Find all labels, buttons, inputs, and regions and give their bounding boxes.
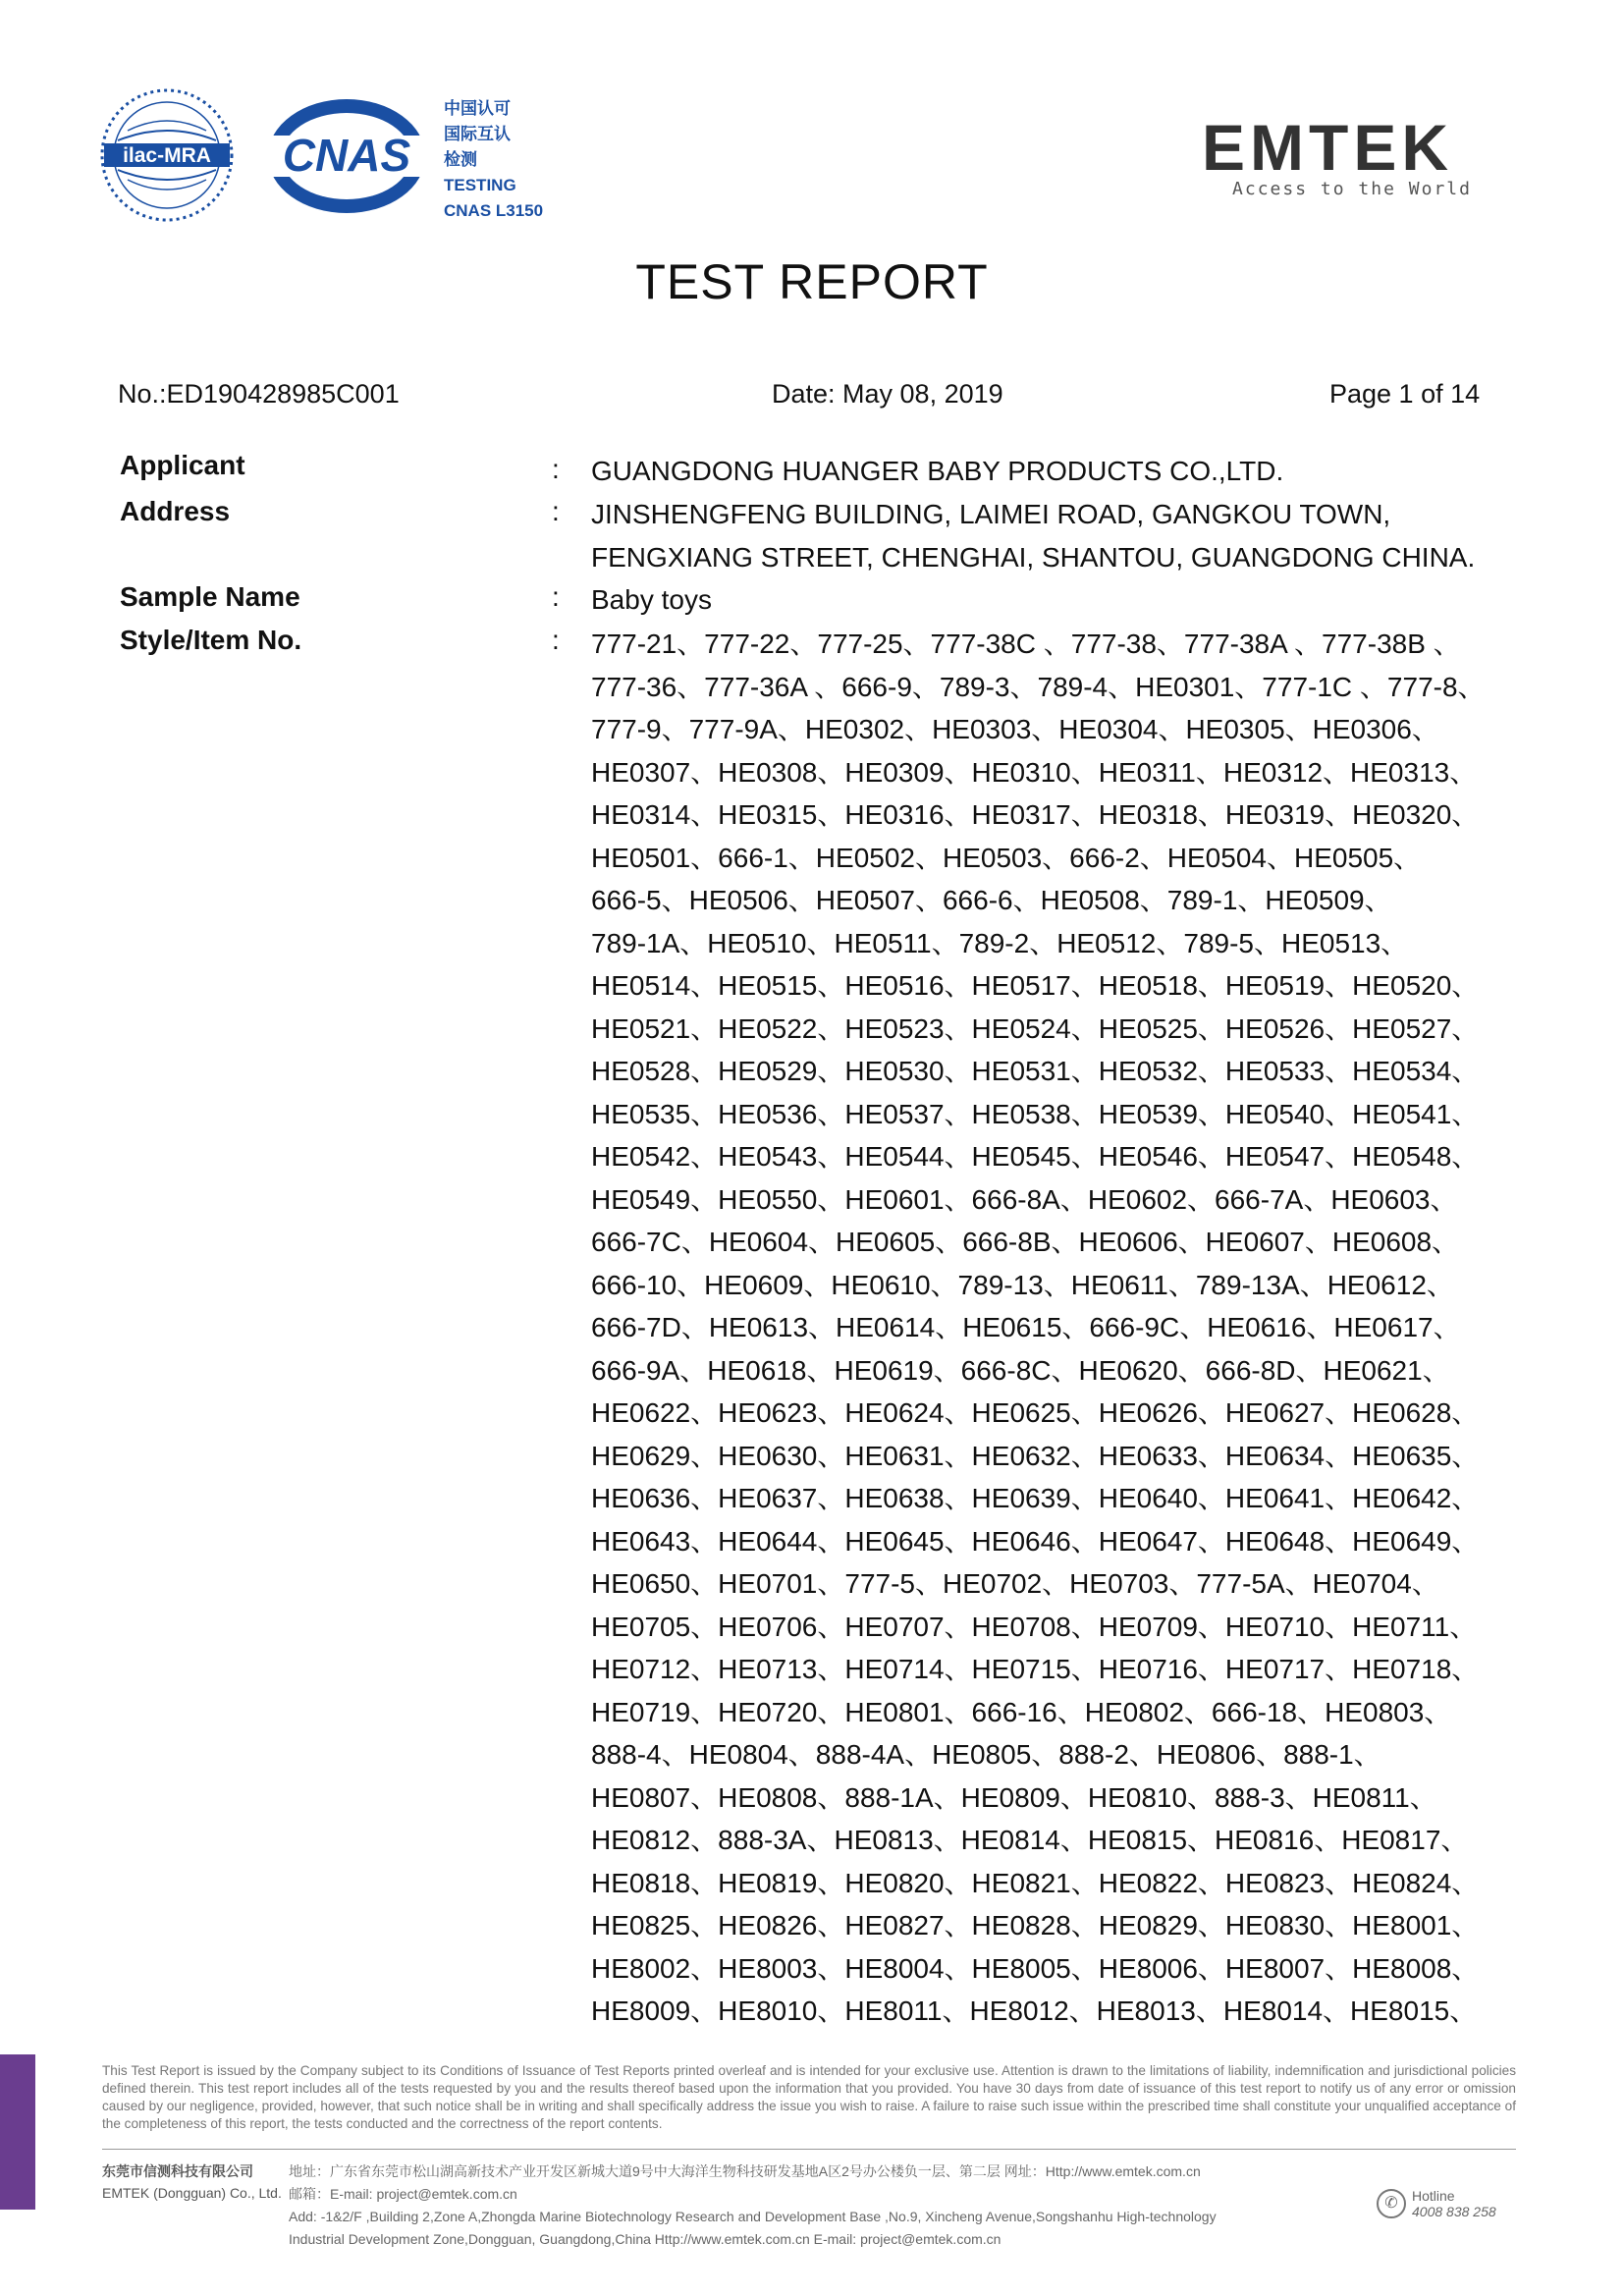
cnas-accreditation-text bbox=[444, 96, 611, 224]
item-line: 888-4、HE0804、888-4A、HE0805、888-2、HE0806、888-1、 bbox=[591, 1739, 1381, 1770]
item-line: HE0307、HE0308、HE0309、HE0310、HE0311、HE0312、HE0313、 bbox=[591, 756, 1478, 788]
emtek-logo bbox=[1202, 110, 1502, 208]
item-line: HE0622、HE0623、HE0624、HE0625、HE0626、HE0627、HE0628、 bbox=[591, 1397, 1480, 1428]
address-label: Address bbox=[120, 496, 231, 526]
sample-name-label: Sample Name bbox=[120, 581, 300, 612]
address-en-2: Industrial Development Zone,Dongguan, Guangdong,China Http://www.emtek.com.cn E-mail: project@emtek.com.cn bbox=[289, 2231, 1001, 2247]
disclaimer-text: This Test Report is issued by the Company subject to its Conditions of Issuance of Test Reports printed overleaf and is intended for your exclusive use. Attention is drawn to the limitations of liability, indemnification and jurisdictional policies defined therein. This test report includes all of the tests requested by you and the results thereof based upon the information that you provided. You have 30 days from date of issuance of this test report to notify us of any error or omission caused by our negligence, provided, however, that such notice shall be in writing and shall specifically address the issue you wish to raise. A failure to raise such issue within the prescribed time shall constitute your unqualified acceptance of the completeness of this report, the tests conducted and the correctness of the report contents. bbox=[102, 2063, 1516, 2131]
svg-text:ilac-MRA: ilac-MRA bbox=[123, 144, 211, 167]
company-name-en: EMTEK (Dongguan) Co., Ltd. bbox=[102, 2185, 282, 2201]
item-line: 777-36、777-36A 、666-9、789-3、789-4、HE0301、777-1C 、777-8、 bbox=[591, 671, 1486, 702]
address-line: FENGXIANG STREET, CHENGHAI, SHANTOU, GUANGDONG CHINA. bbox=[591, 541, 1476, 573]
item-line: 666-5、HE0506、HE0507、666-6、HE0508、789-1、HE0509、 bbox=[591, 885, 1392, 915]
item-line: HE0549、HE0550、HE0601、666-8A、HE0602、666-7A、HE0603、 bbox=[591, 1183, 1458, 1215]
ilac-mra-logo bbox=[98, 86, 236, 224]
item-line: 666-9A、HE0618、HE0619、666-8C、HE0620、666-8D、HE0621、 bbox=[591, 1354, 1450, 1386]
item-line: HE0314、HE0315、HE0316、HE0317、HE0318、HE0319、HE0320、 bbox=[591, 799, 1480, 830]
footer-address bbox=[289, 2160, 1320, 2251]
side-color-bar bbox=[0, 2054, 35, 2210]
item-line: HE0705、HE0706、HE0707、HE0708、HE0709、HE0710、HE0711、 bbox=[591, 1611, 1478, 1642]
page-title: TEST REPORT bbox=[635, 254, 989, 309]
item-line: 789-1A、HE0510、HE0511、789-2、HE0512、789-5、HE0513、 bbox=[591, 927, 1409, 958]
colon: : bbox=[552, 581, 560, 612]
item-line: HE0643、HE0644、HE0645、HE0646、HE0647、HE0648、HE0649、 bbox=[591, 1525, 1480, 1557]
item-line: HE0528、HE0529、HE0530、HE0531、HE0532、HE0533、HE0534、 bbox=[591, 1056, 1480, 1086]
item-line: 666-7C、HE0604、HE0605、666-8B、HE0606、HE0607、HE0608、 bbox=[591, 1227, 1460, 1257]
hotline bbox=[1377, 2188, 1496, 2219]
emtek-tagline: Access to the World bbox=[1232, 179, 1472, 199]
item-line: HE0636、HE0637、HE0638、HE0639、HE0640、HE0641、HE0642、 bbox=[591, 1483, 1480, 1513]
item-line: HE0535、HE0536、HE0537、HE0538、HE0539、HE0540、HE0541、 bbox=[591, 1098, 1480, 1129]
address-en-1: Add: -1&2/F ,Building 2,Zone A,Zhongda Marine Biotechnology Research and Development Base ,No.9, Xincheng Avenue,Songshanhu High-technology bbox=[289, 2209, 1217, 2224]
applicant-value: GUANGDONG HUANGER BABY PRODUCTS CO.,LTD. bbox=[591, 456, 1284, 486]
emtek-brand: EMTEK bbox=[1202, 111, 1453, 184]
address-line: JINSHENGFENG BUILDING, LAIMEI ROAD, GANGKOU TOWN, bbox=[591, 499, 1391, 529]
item-line: HE0629、HE0630、HE0631、HE0632、HE0633、HE0634、HE0635、 bbox=[591, 1440, 1480, 1471]
address-cn: 地址：广东省东莞市松山湖高新技术产业开发区新城大道9号中大海洋生物科技研发基地A区2号办公楼负一层、第二层 网址：Http://www.emtek.com.cn bbox=[289, 2163, 1201, 2179]
item-line: HE0812、888-3A、HE0813、HE0814、HE0815、HE0816、HE0817、 bbox=[591, 1825, 1469, 1855]
phone-icon: ✆ bbox=[1377, 2189, 1406, 2218]
item-line: HE0542、HE0543、HE0544、HE0545、HE0546、HE0547、HE0548、 bbox=[591, 1141, 1480, 1172]
address-value bbox=[591, 493, 1494, 578]
item-line: HE0521、HE0522、HE0523、HE0524、HE0525、HE0526、HE0527、 bbox=[591, 1012, 1480, 1044]
item-line: 666-10、HE0609、HE0610、789-13、HE0611、789-13A、HE0612、 bbox=[591, 1269, 1454, 1300]
cnas-line: 检测 bbox=[444, 150, 477, 169]
cnas-line: 中国认可 bbox=[444, 99, 511, 118]
item-line: HE0818、HE0819、HE0820、HE0821、HE0822、HE0823、HE0824、 bbox=[591, 1867, 1480, 1898]
cnas-line: CNAS L3150 bbox=[444, 201, 544, 220]
applicant-label: Applicant bbox=[120, 450, 245, 480]
cnas-logo bbox=[263, 96, 430, 216]
item-line: HE0650、HE0701、777-5、HE0702、HE0703、777-5A、HE0704、 bbox=[591, 1568, 1439, 1599]
cnas-line: 国际互认 bbox=[444, 125, 511, 143]
item-line: HE8002、HE8003、HE8004、HE8005、HE8006、HE8007、HE8008、 bbox=[591, 1952, 1480, 1984]
colon: : bbox=[552, 454, 560, 484]
item-line: HE0514、HE0515、HE0516、HE0517、HE0518、HE0519、HE0520、 bbox=[591, 970, 1480, 1001]
colon: : bbox=[552, 496, 560, 526]
footer-company bbox=[102, 2160, 282, 2204]
page-number: Page 1 of 14 bbox=[1329, 379, 1481, 409]
item-line: 666-7D、HE0613、HE0614、HE0615、666-9C、HE0616、HE0617、 bbox=[591, 1312, 1461, 1342]
item-line: 777-9、777-9A、HE0302、HE0303、HE0304、HE0305、HE0306、 bbox=[591, 714, 1439, 744]
item-line: HE0825、HE0826、HE0827、HE0828、HE0829、HE0830、HE8001、 bbox=[591, 1910, 1480, 1941]
sample-name-value: Baby toys bbox=[591, 584, 712, 615]
footer-divider bbox=[102, 2149, 1516, 2150]
item-line: 777-21、777-22、777-25、777-38C 、777-38、777-38A 、777-38B 、 bbox=[591, 629, 1461, 659]
item-line: HE0712、HE0713、HE0714、HE0715、HE0716、HE0717、HE0718、 bbox=[591, 1654, 1480, 1684]
item-line: HE0807、HE0808、888-1A、HE0809、HE0810、888-3、HE0811、 bbox=[591, 1781, 1437, 1813]
company-name-cn: 东莞市信测科技有限公司 bbox=[102, 2163, 253, 2179]
colon: : bbox=[552, 625, 560, 655]
email-cn: 邮箱：E-mail: project@emtek.com.cn bbox=[289, 2186, 517, 2202]
report-date: Date: May 08, 2019 bbox=[772, 379, 1003, 409]
item-line: HE0719、HE0720、HE0801、666-16、HE0802、666-18、HE0803、 bbox=[591, 1696, 1452, 1727]
item-line: HE8009、HE8010、HE8011、HE8012、HE8013、HE8014、HE8015、 bbox=[591, 1995, 1478, 2026]
cnas-line: TESTING bbox=[444, 176, 516, 194]
hotline-label: Hotline bbox=[1412, 2188, 1455, 2204]
hotline-number: 4008 838 258 bbox=[1412, 2204, 1496, 2219]
style-item-list bbox=[591, 623, 1494, 2033]
report-number: No.:ED190428985C001 bbox=[118, 379, 400, 409]
svg-text:CNAS: CNAS bbox=[282, 130, 411, 181]
item-line: HE0501、666-1、HE0502、HE0503、666-2、HE0504、HE0505、 bbox=[591, 842, 1422, 873]
style-item-label: Style/Item No. bbox=[120, 625, 302, 655]
